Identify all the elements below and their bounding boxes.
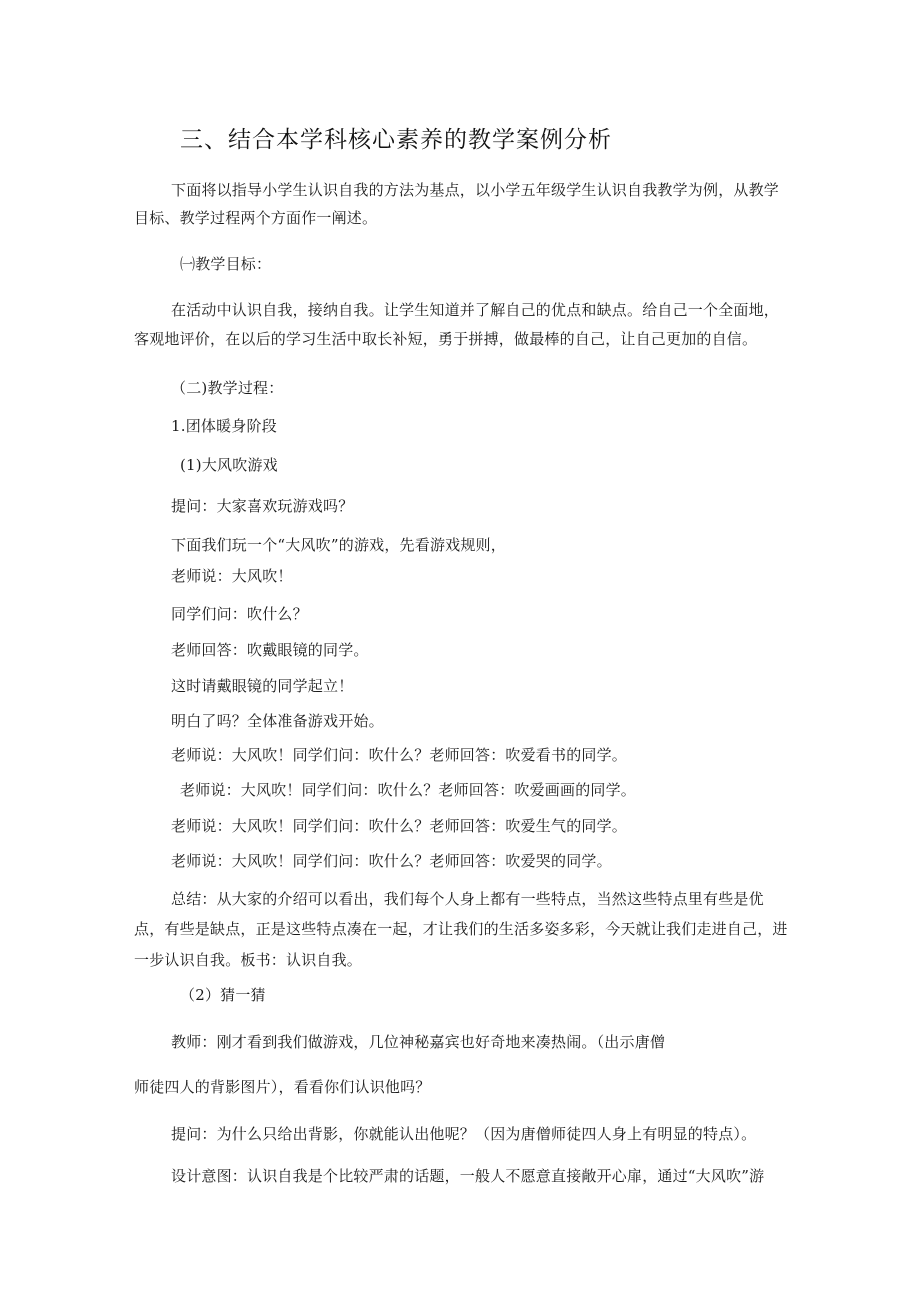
teacher-answers: 老师回答：吹戴眼镜的同学。 [171,641,369,659]
summary-line-1: 总结：从大家的介绍可以看出，我们每个人身上都有一些特点，当然这些特点里有些是优 [171,890,764,908]
goal-line-1: 在活动中认识自我，接纳自我。让学生知道并了解自己的优点和缺点。给自己一个全面地， [171,301,780,319]
teacher-line-2: 师徒四人的背影图片），看看你们认识他吗？ [134,1078,431,1096]
design-intent: 设计意图：认识自我是个比较严肃的话题，一般人不愿意直接敞开心扉，通过“大风吹”游 [171,1167,765,1185]
question-1: 提问：大家喜欢玩游戏吗？ [171,497,354,515]
teacher-says: 老师说：大风吹！ [171,567,293,585]
teacher-line-1: 教师：刚才看到我们做游戏，几位神秘嘉宾也好奇地来凑热闹。（出示唐僧 [171,1033,666,1051]
round-3: 老师说：大风吹！同学们问：吹什么？老师回答：吹爱生气的同学。 [171,817,628,835]
process-heading: （二)教学过程： [171,379,284,397]
game-2-heading: （2）猜一猜 [180,986,266,1004]
game-rules: 下面我们玩一个“大风吹”的游戏，先看游戏规则， [171,536,506,554]
game-1-heading: (1)大风吹游戏 [180,456,278,474]
summary-line-2: 点，有些是缺点，正是这些特点凑在一起，才让我们的生活多姿多彩，今天就让我们走进自己，进 [134,920,788,938]
goal-heading: ㈠教学目标： [180,255,272,273]
game-start: 明白了吗？全体准备游戏开始。 [171,712,384,730]
round-4: 老师说：大风吹！同学们问：吹什么？老师回答：吹爱哭的同学。 [171,852,612,870]
summary-line-3: 一步认识自我。板书：认识自我。 [134,951,363,969]
question-2: 提问：为什么只给出背影，你就能认出他呢？（因为唐僧师徒四人身上有明显的特点）。 [171,1125,757,1143]
round-1: 老师说：大风吹！同学们问：吹什么？老师回答：吹爱看书的同学。 [171,746,628,764]
section-title: 三、结合本学科核心素养的教学案例分析 [180,127,612,153]
stage-1-heading: 1.团体暖身阶段 [171,417,277,435]
intro-line-1: 下面将以指导小学生认识自我的方法为基点，以小学五年级学生认识自我教学为例，从教学 [171,181,780,199]
round-2: 老师说：大风吹！同学们问：吹什么？老师回答：吹爱画画的同学。 [180,781,637,799]
stand-up-instruction: 这时请戴眼镜的同学起立！ [171,677,354,695]
students-ask: 同学们问：吹什么？ [171,605,308,623]
intro-line-2: 目标、教学过程两个方面作一阐述。 [134,209,378,227]
goal-line-2: 客观地评价，在以后的学习生活中取长补短，勇于拼搏，做最棒的自己，让自己更加的自信。 [134,330,758,348]
